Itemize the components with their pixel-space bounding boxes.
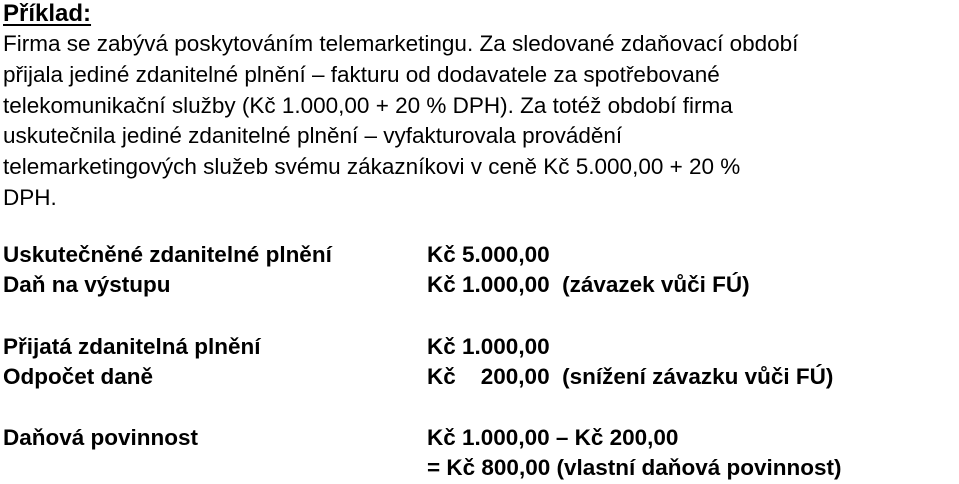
row-label: Uskutečněné zdanitelné plnění	[3, 242, 332, 267]
row-label: Daň na výstupu	[3, 272, 171, 297]
description-line: přijala jediné zdanitelné plnění – fakturu od dodavatele za spotřebované	[3, 61, 720, 87]
row-label: Přijatá zdanitelná plnění	[3, 334, 261, 359]
row-label: Daňová povinnost	[3, 425, 199, 450]
description-line: telekomunikační služby (Kč 1.000,00 + 20 % DPH). Za totéž období firma	[3, 92, 733, 118]
description-line: DPH.	[3, 184, 57, 210]
row-value: Kč 1.000,00 (závazek vůči FÚ)	[427, 272, 750, 297]
row-value: Kč 1.000,00	[427, 334, 550, 359]
row-value: Kč 1.000,00 – Kč 200,00	[427, 425, 679, 450]
description-line: Firma se zabývá poskytováním telemarketingu. Za sledované zdaňovací období	[3, 31, 799, 56]
example-heading: Příklad:	[3, 0, 92, 27]
row-value: Kč 200,00 (snížení závazku vůči FÚ)	[427, 364, 834, 389]
row-value-result: = Kč 800,00 (vlastní daňová povinnost)	[427, 455, 842, 480]
description-line: uskutečnila jediné zdanitelné plnění – vyfakturovala provádění	[3, 123, 623, 149]
row-value: Kč 5.000,00	[427, 242, 550, 267]
row-label: Odpočet daně	[3, 364, 154, 389]
example-description	[3, 29, 959, 214]
description-line: telemarketingových služeb svému zákazníkovi v ceně Kč 5.000,00 + 20 %	[3, 154, 741, 180]
